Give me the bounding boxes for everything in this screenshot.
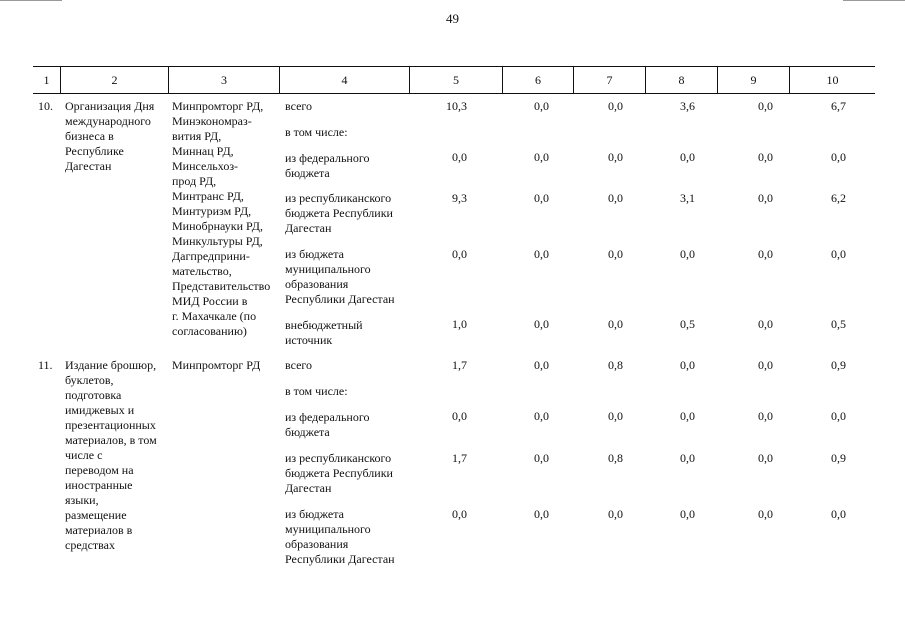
value-cell: 0,0 [534, 409, 549, 423]
table-header [33, 66, 875, 94]
column-header: 2 [60, 67, 168, 93]
source-label: из федерального бюджета [285, 410, 370, 439]
column-header: 5 [409, 67, 502, 93]
value-cell: 0,8 [608, 451, 623, 465]
value-cell: 1,0 [452, 317, 467, 331]
value-cell: 0,9 [831, 451, 846, 465]
value-cell: 0,5 [680, 317, 695, 331]
column-header: 10 [789, 67, 875, 93]
value-cell: 0,0 [758, 247, 773, 261]
source-label: из республиканского бюджета Республики Дагестан [285, 451, 393, 495]
source-label: в том числе: [285, 384, 348, 398]
value-cell: 0,0 [680, 507, 695, 521]
value-cell: 1,7 [452, 358, 467, 372]
source-label: всего [285, 358, 313, 372]
value-cell: 0,0 [758, 507, 773, 521]
value-cell: 10,3 [446, 99, 467, 113]
value-cell: 0,0 [758, 150, 773, 164]
value-cell: 0,0 [680, 150, 695, 164]
executor: Минпромторг РД [172, 358, 261, 372]
value-cell: 0,0 [608, 507, 623, 521]
value-cell: 0,0 [534, 99, 549, 113]
value-cell: 3,1 [680, 191, 695, 205]
row-number: 10. [38, 99, 53, 113]
value-cell: 6,2 [831, 191, 846, 205]
value-cell: 0,0 [608, 150, 623, 164]
executor: Минпромторг РД, Минэкономраз- вития РД, Миннац РД, Минсельхоз- прод РД, Минтранс РД, Минтуризм РД, Минобрнауки РД, Минкультуры РД, Дагпредприни- мательство, Представительство МИД России в г. Махачкале (по согласованию) [172, 99, 271, 338]
value-cell: 0,0 [534, 317, 549, 331]
top-edge-line [0, 0, 62, 1]
value-cell: 0,0 [452, 247, 467, 261]
value-cell: 0,0 [680, 247, 695, 261]
value-cell: 0,0 [534, 507, 549, 521]
value-cell: 0,0 [831, 409, 846, 423]
column-header: 3 [168, 67, 279, 93]
value-cell: 0,0 [758, 451, 773, 465]
value-cell: 0,0 [758, 191, 773, 205]
value-cell: 1,7 [452, 451, 467, 465]
value-cell: 0,5 [831, 317, 846, 331]
source-label: всего [285, 99, 313, 113]
column-header: 6 [502, 67, 573, 93]
value-cell: 0,0 [534, 150, 549, 164]
source-label: в том числе: [285, 125, 348, 139]
value-cell: 0,0 [608, 247, 623, 261]
source-label: из бюджета муниципального образования Республики Дагестан [285, 507, 395, 566]
column-header: 7 [573, 67, 645, 93]
value-cell: 0,0 [680, 409, 695, 423]
value-cell: 0,9 [831, 358, 846, 372]
value-cell: 0,0 [680, 358, 695, 372]
source-label: из республиканского бюджета Республики Дагестан [285, 191, 393, 235]
column-header: 4 [279, 67, 409, 93]
value-cell: 0,0 [831, 150, 846, 164]
value-cell: 0,0 [452, 150, 467, 164]
top-edge-line [843, 0, 905, 1]
value-cell: 0,0 [534, 247, 549, 261]
page-number: 49 [446, 11, 459, 26]
value-cell: 0,0 [758, 358, 773, 372]
column-header: 9 [717, 67, 789, 93]
value-cell: 6,7 [831, 99, 846, 113]
value-cell: 0,0 [534, 191, 549, 205]
row-number: 11. [38, 358, 53, 372]
value-cell: 0,0 [758, 317, 773, 331]
value-cell: 9,3 [452, 191, 467, 205]
value-cell: 0,0 [831, 247, 846, 261]
value-cell: 3,6 [680, 99, 695, 113]
value-cell: 0,0 [608, 317, 623, 331]
column-header: 1 [43, 73, 50, 87]
value-cell: 0,0 [608, 191, 623, 205]
measure-name: Издание брошюр, буклетов, подготовка имиджевых и презентационных материалов, в том числе с переводом на иностранные языки, размещение материалов в средствах [65, 358, 157, 552]
value-cell: 0,0 [680, 451, 695, 465]
value-cell: 0,0 [534, 358, 549, 372]
value-cell: 0,0 [758, 409, 773, 423]
source-label: внебюджетный источник [285, 318, 363, 347]
source-label: из бюджета муниципального образования Республики Дагестан [285, 247, 395, 306]
value-cell: 0,0 [608, 409, 623, 423]
value-cell: 0,0 [608, 99, 623, 113]
column-header: 8 [645, 67, 717, 93]
value-cell: 0,0 [452, 507, 467, 521]
value-cell: 0,8 [608, 358, 623, 372]
value-cell: 0,0 [831, 507, 846, 521]
source-label: из федерального бюджета [285, 151, 370, 180]
value-cell: 0,0 [758, 99, 773, 113]
measure-name: Организация Дня международного бизнеса в Республике Дагестан [65, 99, 155, 173]
value-cell: 0,0 [452, 409, 467, 423]
value-cell: 0,0 [534, 451, 549, 465]
